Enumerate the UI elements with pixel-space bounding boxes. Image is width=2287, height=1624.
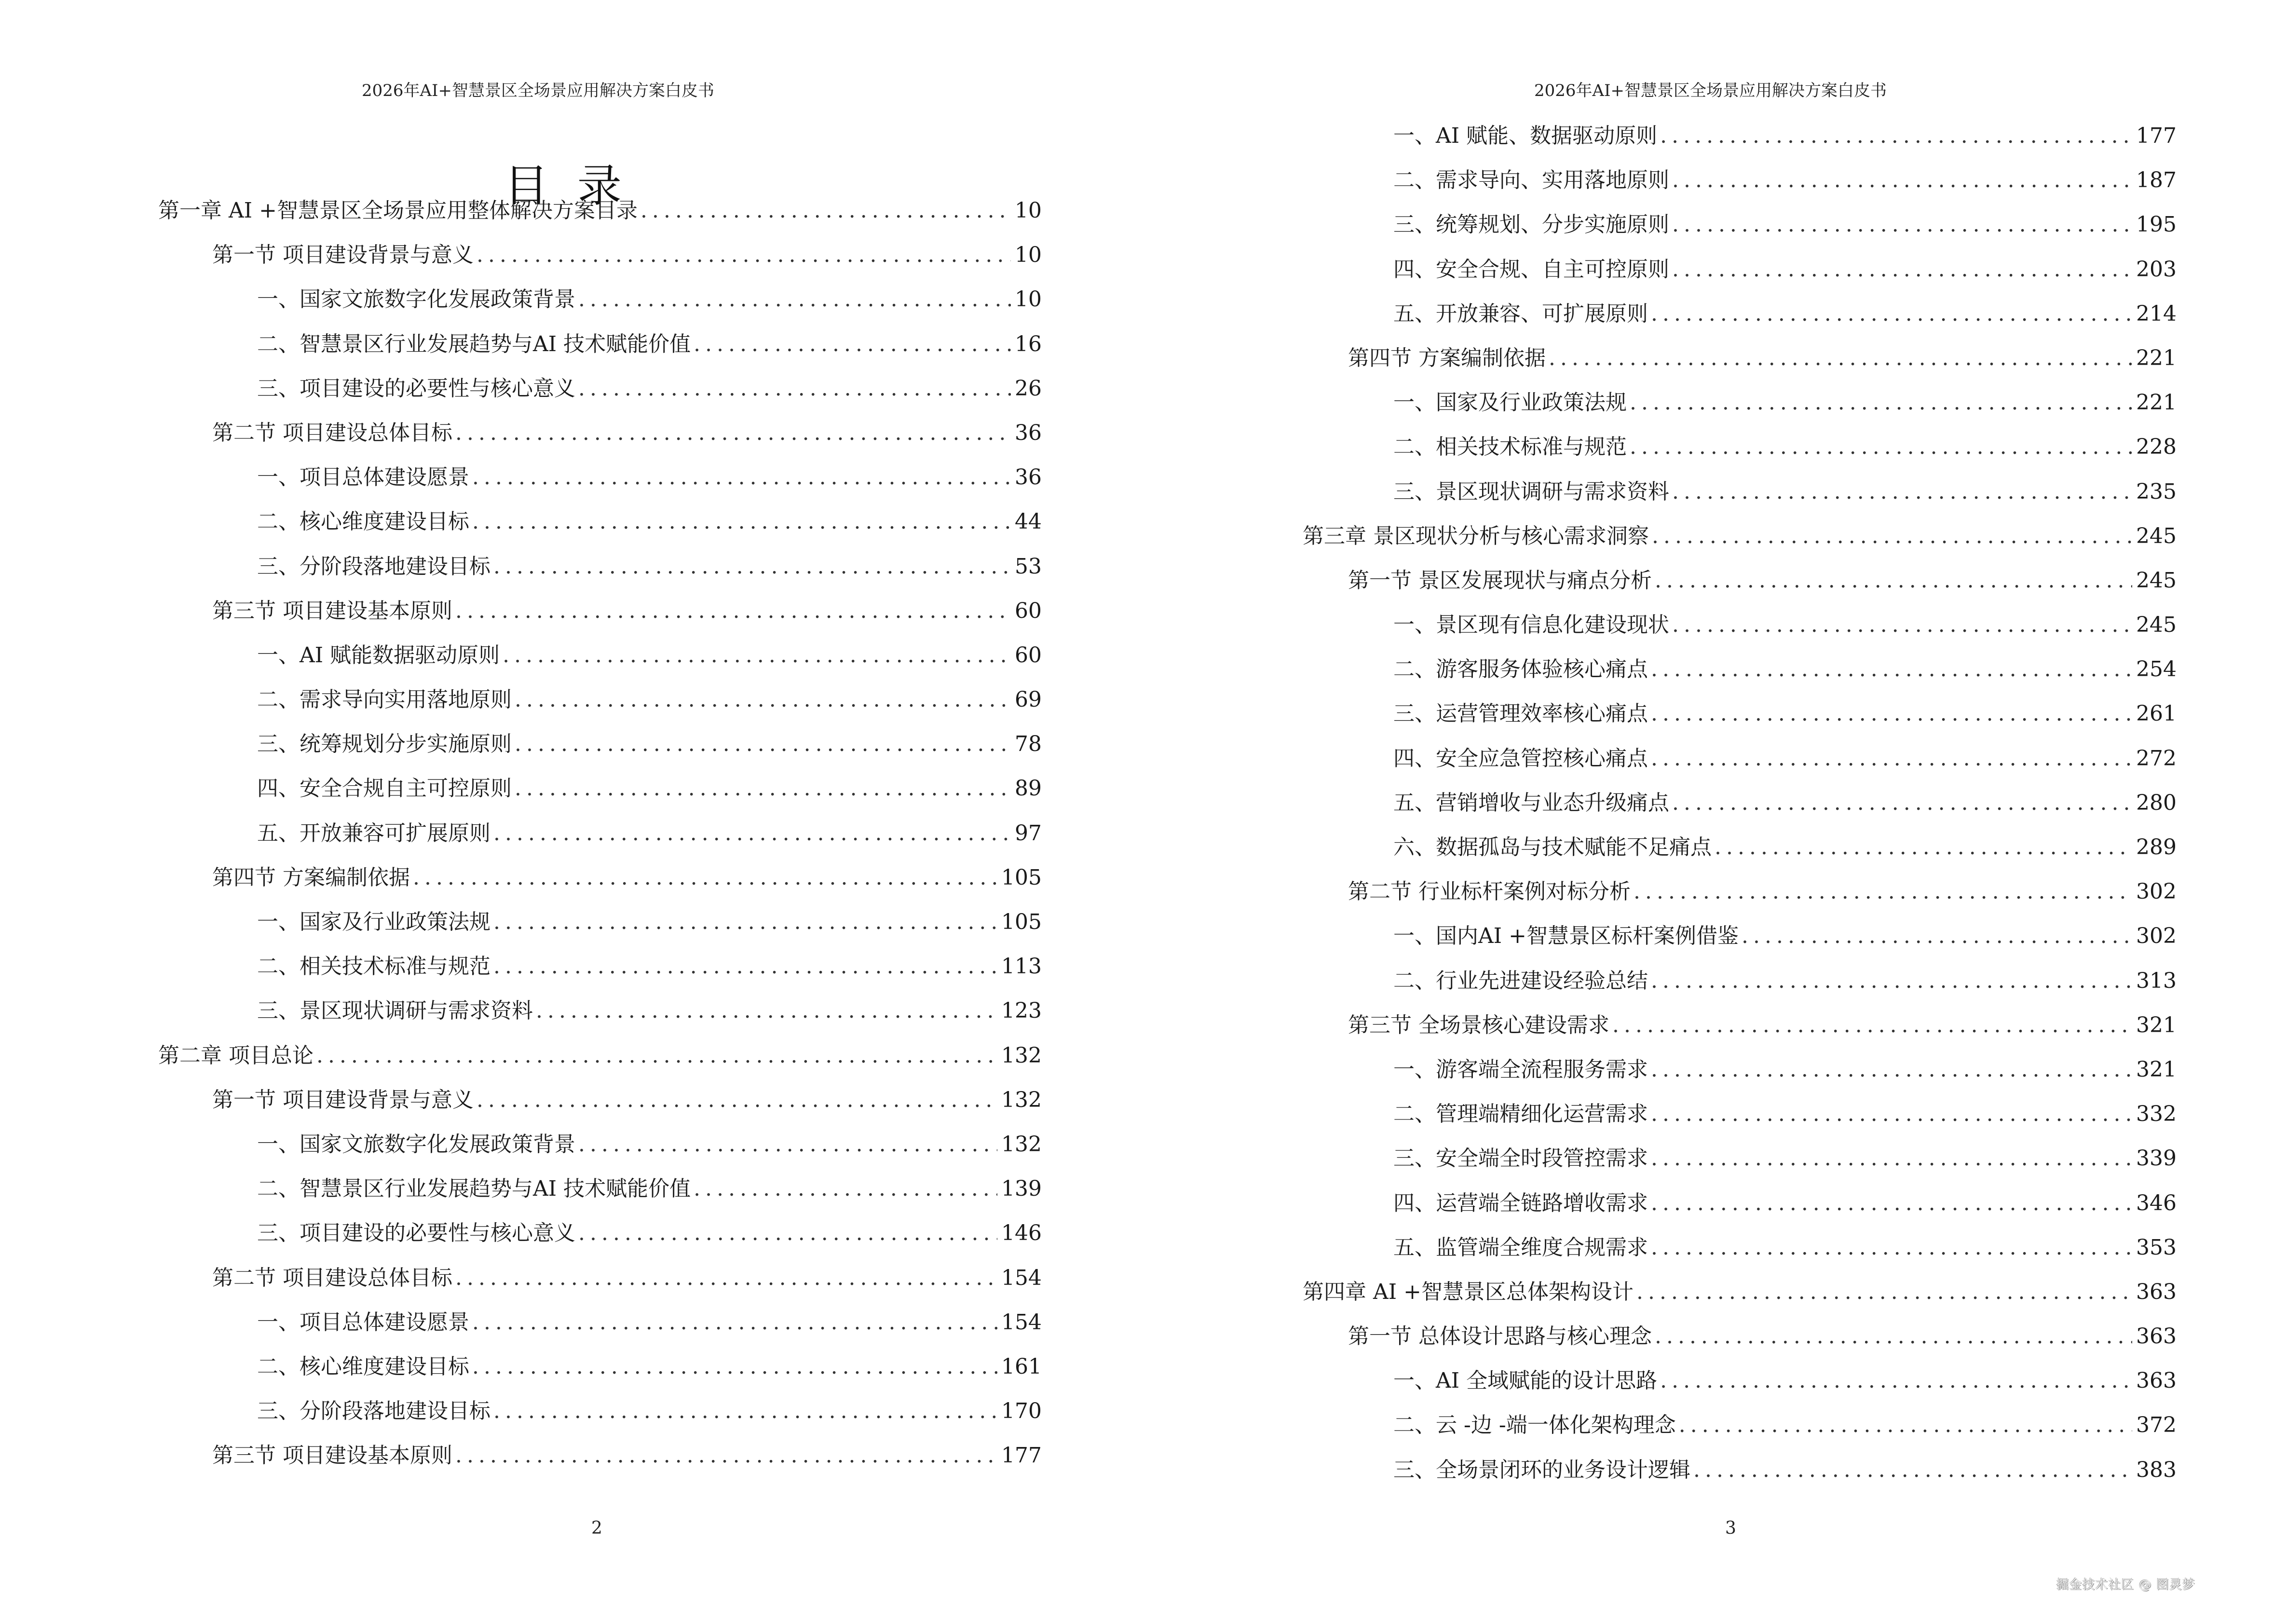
dot-leader [1612, 1013, 2132, 1037]
dot-leader [1672, 791, 2132, 815]
toc-entry-title: 第三章 景区现状分析与核心需求洞察 [1303, 523, 1649, 548]
toc-entry-title: 五、监管端全维度合规需求 [1393, 1235, 1648, 1260]
toc-entry-page: 132 [1001, 1043, 1042, 1068]
toc-subsection[interactable] [1144, 963, 2177, 1008]
toc-entry-title: 第一节 总体设计思路与核心理念 [1348, 1324, 1652, 1349]
dot-leader [536, 998, 997, 1023]
dot-leader [455, 421, 1011, 445]
running-header: 2026年AI+智慧景区全场景应用解决方案白皮书 [362, 81, 714, 100]
dot-leader [1651, 1191, 2132, 1215]
toc-entry-page: 221 [2136, 390, 2177, 415]
toc-entry-page: 235 [2136, 479, 2177, 504]
toc-subsection[interactable] [0, 682, 1042, 726]
toc-section[interactable] [1144, 1319, 2177, 1363]
toc-section[interactable] [0, 1260, 1042, 1305]
dot-leader [1651, 1102, 2132, 1126]
toc-subsection[interactable] [1144, 163, 2177, 207]
toc-subsection[interactable] [0, 371, 1042, 415]
dot-leader [455, 1443, 997, 1468]
toc-section[interactable] [1144, 341, 2177, 385]
running-header: 2026年AI+智慧景区全场景应用解决方案白皮书 [1534, 81, 1887, 100]
dot-leader [472, 465, 1011, 490]
toc-entry-page: 10 [1015, 287, 1042, 312]
dot-leader [515, 687, 1011, 712]
toc-entry-title: 第二节 项目建设总体目标 [212, 1265, 452, 1290]
toc-entry-page: 154 [1001, 1265, 1042, 1290]
toc-entry-title: 第二节 项目建设总体目标 [212, 420, 452, 445]
toc-entry-title: 一、国家文旅数字化发展政策背景 [257, 287, 575, 312]
toc-entry-page: 214 [2136, 301, 2177, 326]
toc-entry-page: 146 [1001, 1221, 1042, 1246]
dot-leader [476, 243, 1011, 267]
toc-subsection[interactable] [1144, 296, 2177, 341]
toc-entry-title: 一、项目总体建设愿景 [257, 465, 469, 490]
toc-entry-title: 三、统筹规划分步实施原则 [257, 732, 512, 757]
toc-entry-page: 26 [1015, 376, 1042, 401]
toc-entry-page: 332 [2136, 1102, 2177, 1127]
toc-entry-title: 第一节 项目建设背景与意义 [212, 243, 474, 268]
toc-entry-title: 一、景区现有信息化建设现状 [1393, 613, 1669, 638]
toc-entry-page: 245 [2136, 613, 2177, 638]
dot-leader [578, 1132, 997, 1157]
toc-entry-title: 第三节 项目建设基本原则 [212, 1443, 452, 1468]
toc-subsection[interactable] [1144, 474, 2177, 519]
dot-leader [1651, 1057, 2132, 1082]
toc-entry-title: 第三节 项目建设基本原则 [212, 598, 452, 623]
toc-entry-title: 第三节 全场景核心建设需求 [1348, 1012, 1609, 1037]
toc-subsection[interactable] [0, 1305, 1042, 1349]
toc-section[interactable] [0, 237, 1042, 282]
toc-entry-page: 203 [2136, 257, 2177, 282]
toc-entry-page: 339 [2136, 1146, 2177, 1171]
toc-entry-title: 二、智慧景区行业发展趋势与AI 技术赋能价值 [257, 1176, 691, 1201]
dot-leader [1715, 835, 2132, 860]
toc-entry-title: 三、统筹规划、分步实施原则 [1393, 212, 1669, 237]
dot-leader [578, 376, 1011, 401]
toc-section[interactable] [1144, 874, 2177, 918]
toc-chapter[interactable] [0, 1038, 1042, 1082]
toc-subsection[interactable] [0, 638, 1042, 682]
toc-entry-page: 53 [1015, 554, 1042, 579]
toc-entry-page: 113 [1001, 954, 1042, 979]
toc-entry-page: 78 [1015, 732, 1042, 757]
toc-subsection[interactable] [1144, 918, 2177, 963]
toc-entry-title: 第四节 方案编制依据 [1348, 345, 1546, 370]
toc-entry-title: 二、需求导向、实用落地原则 [1393, 168, 1669, 193]
toc-entry-title: 一、游客端全流程服务需求 [1393, 1057, 1648, 1082]
watermark: 掘金技术社区 @ 图灵梦 [2056, 1578, 2195, 1592]
page-number: 2 [591, 1518, 602, 1538]
toc-entry-title: 一、国内AI +智慧景区标杆案例借鉴 [1393, 924, 1739, 949]
toc-entry-title: 一、国家文旅数字化发展政策背景 [257, 1132, 575, 1157]
toc-entry-page: 245 [2136, 568, 2177, 593]
dot-leader [1549, 346, 2132, 370]
dot-leader [455, 599, 1011, 623]
toc-section[interactable] [0, 1082, 1042, 1127]
toc-entry-title: 二、智慧景区行业发展趋势与AI 技术赋能价值 [257, 331, 691, 356]
dot-leader [1651, 1235, 2132, 1260]
toc-entry-title: 二、管理端精细化运营需求 [1393, 1102, 1648, 1127]
dot-leader [1655, 568, 2132, 593]
toc-entry-page: 97 [1015, 820, 1042, 846]
toc-chapter[interactable] [1144, 1274, 2177, 1319]
dot-leader [1651, 969, 2132, 993]
toc-section[interactable] [1144, 1008, 2177, 1052]
toc-subsection[interactable] [1144, 741, 2177, 785]
toc-subsection[interactable] [0, 1215, 1042, 1260]
toc-chapter[interactable] [0, 193, 1042, 237]
toc-entry-title: 五、开放兼容、可扩展原则 [1393, 301, 1648, 326]
toc-section[interactable] [1144, 563, 2177, 607]
toc-entry-page: 36 [1015, 465, 1042, 490]
toc-entry-title: 三、景区现状调研与需求资料 [257, 998, 533, 1024]
toc-subsection[interactable] [0, 549, 1042, 593]
toc-subsection[interactable] [1144, 252, 2177, 296]
dot-leader [1636, 1280, 2132, 1304]
toc-subsection[interactable] [1144, 785, 2177, 830]
dot-leader [493, 554, 1011, 579]
toc-subsection[interactable] [0, 504, 1042, 548]
toc-entry-page: 261 [2136, 701, 2177, 726]
dot-leader [1672, 613, 2132, 637]
toc-entry-page: 16 [1015, 331, 1042, 356]
dot-leader [694, 1176, 997, 1201]
toc-entry-page: 69 [1015, 687, 1042, 712]
toc-entry-title: 一、国家及行业政策法规 [1393, 390, 1627, 415]
dot-leader [1652, 524, 2132, 548]
dot-leader [472, 1354, 997, 1379]
dot-leader [316, 1043, 997, 1068]
toc-entry-page: 105 [1001, 910, 1042, 934]
toc-entry-page: 170 [1001, 1399, 1042, 1424]
toc-entry-page: 187 [2136, 168, 2177, 193]
toc-entry-title: 第一章 AI +智慧景区全场景应用整体解决方案目录 [158, 198, 638, 223]
toc-entry-page: 132 [1001, 1132, 1042, 1157]
toc-entry-page: 105 [1001, 865, 1042, 890]
toc-entry-page: 280 [2136, 790, 2177, 815]
dot-leader [413, 865, 997, 890]
toc-section[interactable] [0, 593, 1042, 638]
dot-leader [1742, 924, 2132, 948]
toc-section[interactable] [0, 860, 1042, 904]
dot-leader [472, 1310, 997, 1335]
toc-page-right [1144, 0, 2287, 1624]
toc-subsection[interactable] [0, 1349, 1042, 1393]
dot-leader [694, 332, 1011, 356]
dot-leader [515, 732, 1011, 756]
toc-subsection[interactable] [0, 904, 1042, 949]
toc-entry-title: 二、云 -边 -端一体化架构理念 [1393, 1413, 1676, 1438]
dot-leader [1651, 1146, 2132, 1171]
toc-entry-page: 139 [1001, 1176, 1042, 1201]
toc-entry-page: 10 [1015, 198, 1042, 223]
toc-entry-page: 195 [2136, 212, 2177, 237]
toc-entry-page: 346 [2136, 1190, 2177, 1215]
dot-leader [493, 1399, 997, 1423]
toc-entry-page: 302 [2136, 924, 2177, 949]
toc-entry-title: 一、项目总体建设愿景 [257, 1310, 469, 1335]
toc-entry-page: 245 [2136, 523, 2177, 548]
dot-leader [1630, 390, 2132, 415]
toc-entry-title: 第四章 AI +智慧景区总体架构设计 [1303, 1279, 1634, 1304]
toc-entry-title: 三、景区现状调研与需求资料 [1393, 479, 1669, 504]
dot-leader [503, 643, 1011, 668]
toc-entry-title: 三、运营管理效率核心痛点 [1393, 701, 1648, 726]
dot-leader [1660, 1368, 2132, 1393]
toc-entry-title: 二、核心维度建设目标 [257, 1354, 469, 1379]
dot-leader [1693, 1458, 2132, 1482]
toc-subsection[interactable] [0, 726, 1042, 771]
toc-entry-title: 第一节 景区发展现状与痛点分析 [1348, 568, 1652, 593]
dot-leader [455, 1266, 997, 1290]
toc-entry-title: 三、项目建设的必要性与核心意义 [257, 1221, 575, 1246]
toc-entry-page: 363 [2136, 1279, 2177, 1304]
toc-entry-title: 二、游客服务体验核心痛点 [1393, 657, 1648, 682]
toc-entry-page: 372 [2136, 1413, 2177, 1438]
toc-entry-page: 363 [2136, 1324, 2177, 1349]
dot-leader [1672, 257, 2132, 282]
toc-subsection[interactable] [1144, 1230, 2177, 1274]
toc-entry-page: 123 [1001, 998, 1042, 1024]
toc-entry-title: 第二章 项目总论 [158, 1043, 313, 1068]
dot-leader [1660, 123, 2132, 148]
toc-subsection[interactable] [1144, 118, 2177, 163]
dot-leader [1672, 212, 2132, 237]
toc-subsection[interactable] [1144, 1407, 2177, 1452]
toc-entry-page: 363 [2136, 1368, 2177, 1393]
toc-subsection[interactable] [0, 460, 1042, 504]
toc-subsection[interactable] [0, 327, 1042, 371]
toc-entry-title: 一、AI 赋能数据驱动原则 [257, 642, 500, 668]
toc-entry-title: 一、国家及行业政策法规 [257, 910, 490, 934]
toc-subsection[interactable] [0, 816, 1042, 860]
toc-entry-title: 二、核心维度建设目标 [257, 509, 469, 534]
toc-entry-title: 三、安全端全时段管控需求 [1393, 1146, 1648, 1171]
toc-subsection[interactable] [0, 1127, 1042, 1171]
dot-leader [493, 954, 997, 979]
dot-leader [578, 287, 1011, 312]
toc-entry-title: 二、相关技术标准与规范 [257, 954, 490, 979]
toc-subsection[interactable] [1144, 1452, 2177, 1497]
toc-subsection[interactable] [1144, 830, 2177, 874]
toc-chapter[interactable] [1144, 519, 2177, 563]
toc-subsection[interactable] [0, 771, 1042, 815]
toc-entry-page: 10 [1015, 243, 1042, 268]
toc-entry-title: 三、分阶段落地建设目标 [257, 554, 490, 579]
toc-subsection[interactable] [1144, 429, 2177, 474]
toc-entry-page: 272 [2136, 746, 2177, 771]
toc-subsection[interactable] [1144, 607, 2177, 652]
toc-list [0, 193, 1042, 1482]
toc-entry-title: 三、项目建设的必要性与核心意义 [257, 376, 575, 401]
toc-entry-title: 二、需求导向实用落地原则 [257, 687, 512, 712]
toc-entry-title: 五、营销增收与业态升级痛点 [1393, 790, 1669, 815]
dot-leader [1672, 479, 2132, 504]
toc-entry-title: 第二节 行业标杆案例对标分析 [1348, 879, 1631, 904]
toc-entry-page: 89 [1015, 776, 1042, 801]
toc-subsection[interactable] [0, 1393, 1042, 1438]
toc-subsection[interactable] [1144, 385, 2177, 429]
toc-subsection[interactable] [0, 949, 1042, 993]
toc-entry-page: 383 [2136, 1457, 2177, 1482]
dot-leader [493, 910, 997, 934]
toc-entry-page: 313 [2136, 968, 2177, 993]
dot-leader [1651, 301, 2132, 326]
toc-entry-page: 154 [1001, 1310, 1042, 1335]
dot-leader [1672, 168, 2132, 192]
dot-leader [493, 821, 1011, 846]
toc-entry-title: 第四节 方案编制依据 [212, 865, 410, 890]
dot-leader [1630, 435, 2132, 459]
toc-subsection[interactable] [1144, 652, 2177, 696]
dot-leader [1679, 1413, 2132, 1437]
dot-leader [1634, 879, 2132, 904]
toc-entry-title: 一、AI 赋能、数据驱动原则 [1393, 123, 1658, 148]
toc-entry-page: 132 [1001, 1087, 1042, 1112]
toc-entry-title: 四、安全合规自主可控原则 [257, 776, 512, 801]
toc-entry-title: 四、运营端全链路增收需求 [1393, 1190, 1648, 1215]
toc-entry-title: 二、行业先进建设经验总结 [1393, 968, 1648, 993]
toc-entry-page: 161 [1001, 1354, 1042, 1379]
dot-leader [640, 198, 1011, 223]
toc-entry-title: 四、安全合规、自主可控原则 [1393, 257, 1669, 282]
toc-entry-page: 289 [2136, 835, 2177, 860]
toc-section[interactable] [0, 1438, 1042, 1482]
dot-leader [476, 1088, 997, 1112]
toc-subsection[interactable] [1144, 207, 2177, 251]
dot-leader [1651, 701, 2132, 726]
toc-subsection[interactable] [1144, 1363, 2177, 1407]
toc-entry-title: 第一节 项目建设背景与意义 [212, 1087, 474, 1112]
toc-entry-page: 321 [2136, 1012, 2177, 1037]
toc-entry-page: 321 [2136, 1057, 2177, 1082]
toc-entry-page: 60 [1015, 642, 1042, 668]
toc-entry-page: 177 [2136, 123, 2177, 148]
toc-entry-title: 一、AI 全域赋能的设计思路 [1393, 1368, 1658, 1393]
toc-subsection[interactable] [0, 282, 1042, 326]
dot-leader [472, 509, 1011, 534]
toc-subsection[interactable] [1144, 1052, 2177, 1096]
toc-title: 目录 [504, 160, 651, 212]
toc-entry-page: 60 [1015, 598, 1042, 623]
toc-subsection[interactable] [0, 993, 1042, 1037]
toc-subsection[interactable] [0, 1171, 1042, 1215]
toc-entry-page: 353 [2136, 1235, 2177, 1260]
toc-entry-page: 44 [1015, 509, 1042, 534]
toc-section[interactable] [0, 415, 1042, 460]
dot-leader [515, 776, 1011, 801]
dot-leader [1651, 657, 2132, 682]
toc-entry-page: 228 [2136, 435, 2177, 460]
toc-subsection[interactable] [1144, 1141, 2177, 1185]
toc-subsection[interactable] [1144, 1096, 2177, 1141]
dot-leader [578, 1221, 997, 1245]
toc-entry-page: 36 [1015, 420, 1042, 445]
toc-entry-title: 三、分阶段落地建设目标 [257, 1399, 490, 1424]
toc-subsection[interactable] [1144, 696, 2177, 740]
toc-entry-page: 254 [2136, 657, 2177, 682]
toc-entry-page: 221 [2136, 345, 2177, 370]
dot-leader [1651, 746, 2132, 771]
toc-entry-title: 三、全场景闭环的业务设计逻辑 [1393, 1457, 1690, 1482]
toc-subsection[interactable] [1144, 1186, 2177, 1230]
toc-entry-page: 302 [2136, 879, 2177, 904]
toc-entry-title: 四、安全应急管控核心痛点 [1393, 746, 1648, 771]
page-number: 3 [1725, 1518, 1736, 1538]
dot-leader [1655, 1324, 2132, 1349]
toc-list [1144, 118, 2177, 1497]
toc-entry-title: 二、相关技术标准与规范 [1393, 435, 1627, 460]
toc-entry-title: 六、数据孤岛与技术赋能不足痛点 [1393, 835, 1712, 860]
toc-entry-title: 五、开放兼容可扩展原则 [257, 820, 490, 846]
toc-entry-page: 177 [1001, 1443, 1042, 1468]
